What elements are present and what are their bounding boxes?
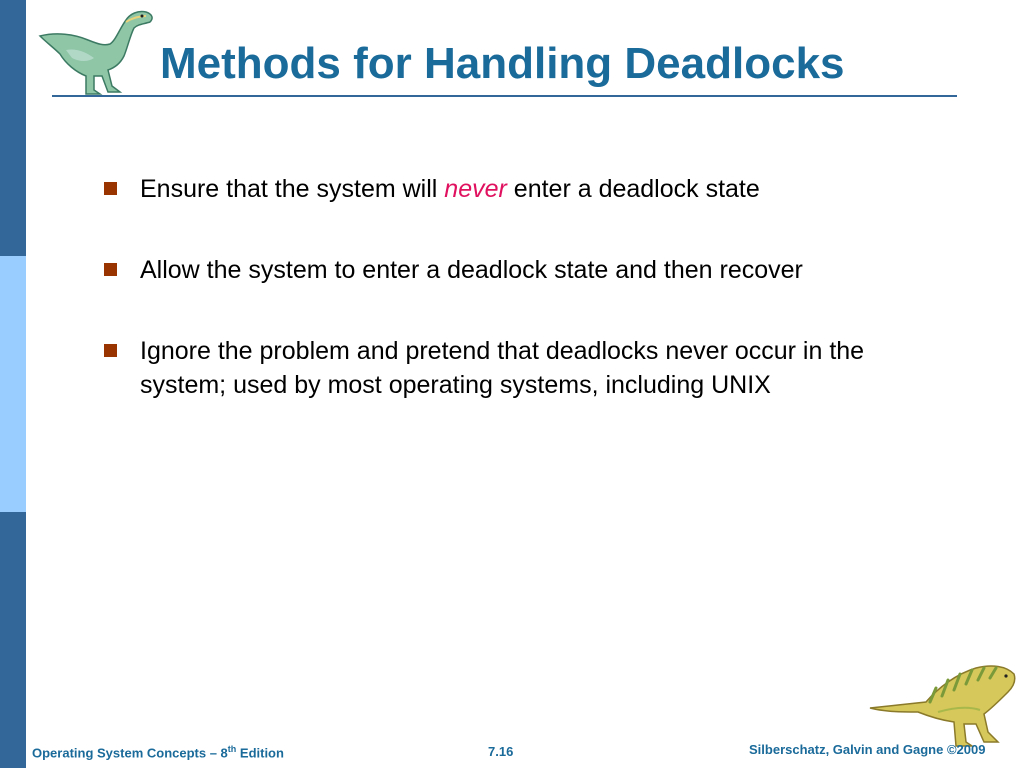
bullet-item [104,172,904,206]
sidebar-segment-bottom [0,512,26,768]
dinosaur-icon [36,6,158,98]
title-divider [52,95,957,97]
sidebar-segment-top [0,0,26,256]
square-bullet-icon [104,182,117,195]
sidebar-segment-middle [0,256,26,512]
footer-superscript: th [227,744,237,754]
bullet-text-end: enter a deadlock state [506,175,760,203]
slide-title: Methods for Handling Deadlocks [160,39,845,88]
footer-course-title [32,744,284,760]
bullet-text: Allow the system to enter a deadlock state and then recover [140,256,803,284]
square-bullet-icon [104,344,117,357]
footer-page-number: 7.16 [488,744,514,759]
dinosaur-icon [868,658,1018,750]
emphasis-text: never [444,175,507,203]
bullet-text: Ignore the problem and pretend that deadlocks never occur in the system; used by most operating systems, including UNIX [140,337,865,399]
bullet-text [140,172,900,206]
bullet-text-start: Ensure that the system will [140,175,445,203]
bullet-item [104,253,904,287]
bullet-item [104,334,904,444]
square-bullet-icon [104,263,117,276]
footer-course-prefix: Operating System Concepts – 8 [32,745,228,761]
footer-course-suffix: Edition [236,745,284,761]
left-sidebar [0,0,26,768]
footer-authors: Silberschatz, Galvin and Gagne ©2009 [749,742,986,757]
